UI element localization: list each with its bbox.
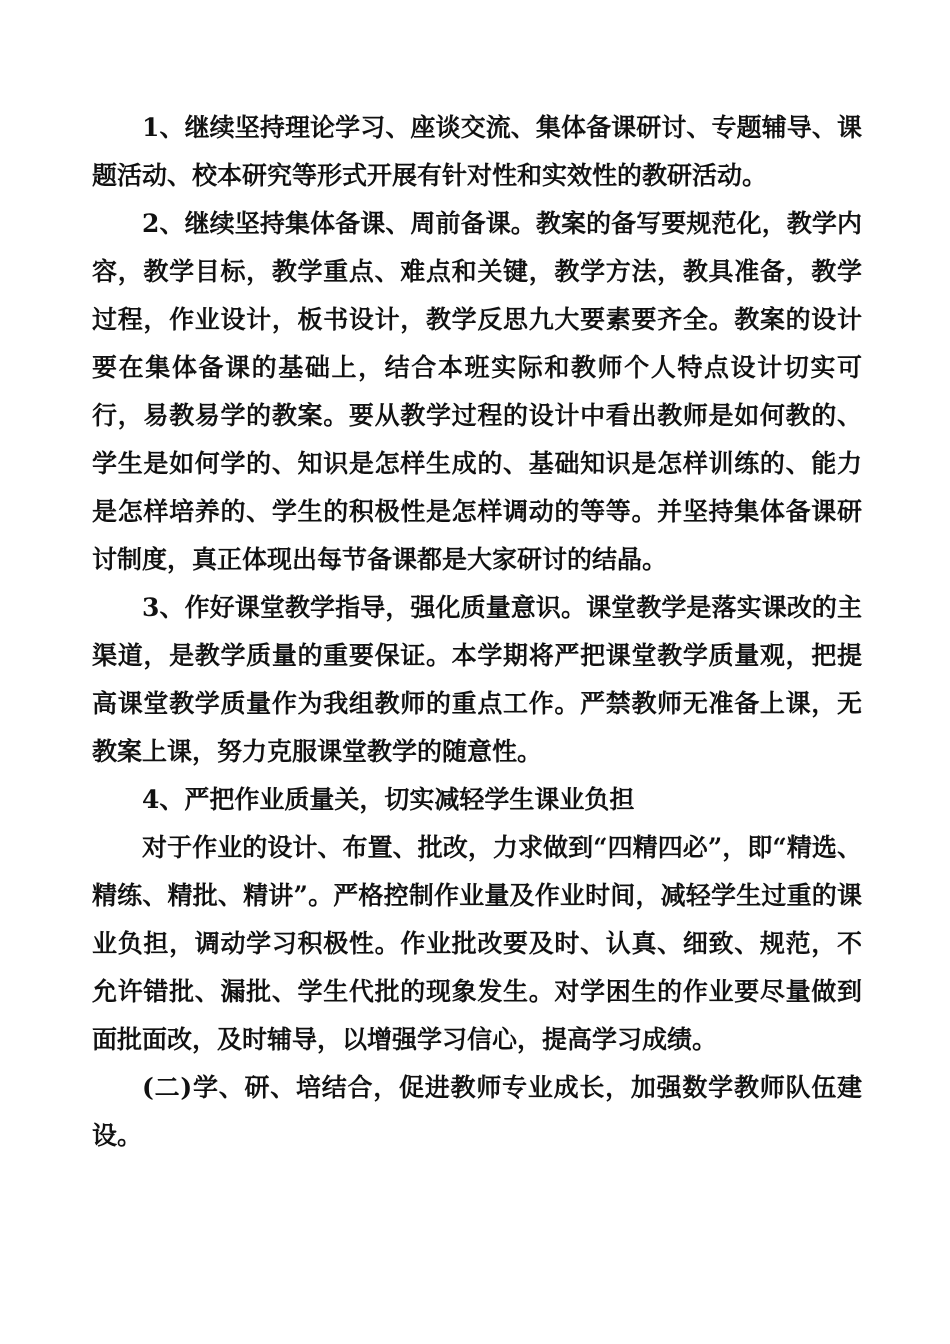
- paragraph-item-1: 1、继续坚持理论学习、座谈交流、集体备课研讨、专题辅导、课题活动、校本研究等形式开展有针对性和实效性的教研活动。: [92, 113, 862, 190]
- paragraph-item-2: 2、继续坚持集体备课、周前备课。教案的备写要规范化，教学内容，教学目标，教学重点、难点和关键，教学方法，教具准备，教学过程，作业设计，板书设计，教学反思九大要素要齐全。教案的设计要在集体备课的基础上，结合本班实际和教师个人特点设计切实可行，易教易学的教案。要从教学过程的设计中看出教师是如何教的、学生是如何学的、知识是怎样生成的、基础知识是怎样训练的、能力是怎样培养的、学生的积极性是怎样调动的等等。并坚持集体备课研讨制度，真正体现出每节备课都是大家研讨的结晶。: [92, 209, 862, 574]
- document-body: [92, 104, 862, 1160]
- paragraph-homework: 对于作业的设计、布置、批改，力求做到“四精四必”，即“精选、精练、精批、精讲”。严格控制作业量及作业时间，减轻学生过重的课业负担，调动学习积极性。作业批改要及时、认真、细致、规范，不允许错批、漏批、学生代批的现象发生。对学困生的作业要尽量做到面批面改，及时辅导，以增强学习信心，提高学习成绩。: [92, 833, 862, 1054]
- section-heading-2: (二)学、研、培结合，促进教师专业成长，加强数学教师队伍建设。: [92, 1073, 862, 1150]
- paragraph-item-3: 3、作好课堂教学指导，强化质量意识。课堂教学是落实课改的主渠道，是教学质量的重要保证。本学期将严把课堂教学质量观，把提高课堂教学质量作为我组教师的重点工作。严禁教师无准备上课，无教案上课，努力克服课堂教学的随意性。: [92, 593, 862, 766]
- paragraph-item-4: 4、严把作业质量关，切实减轻学生课业负担: [142, 785, 635, 814]
